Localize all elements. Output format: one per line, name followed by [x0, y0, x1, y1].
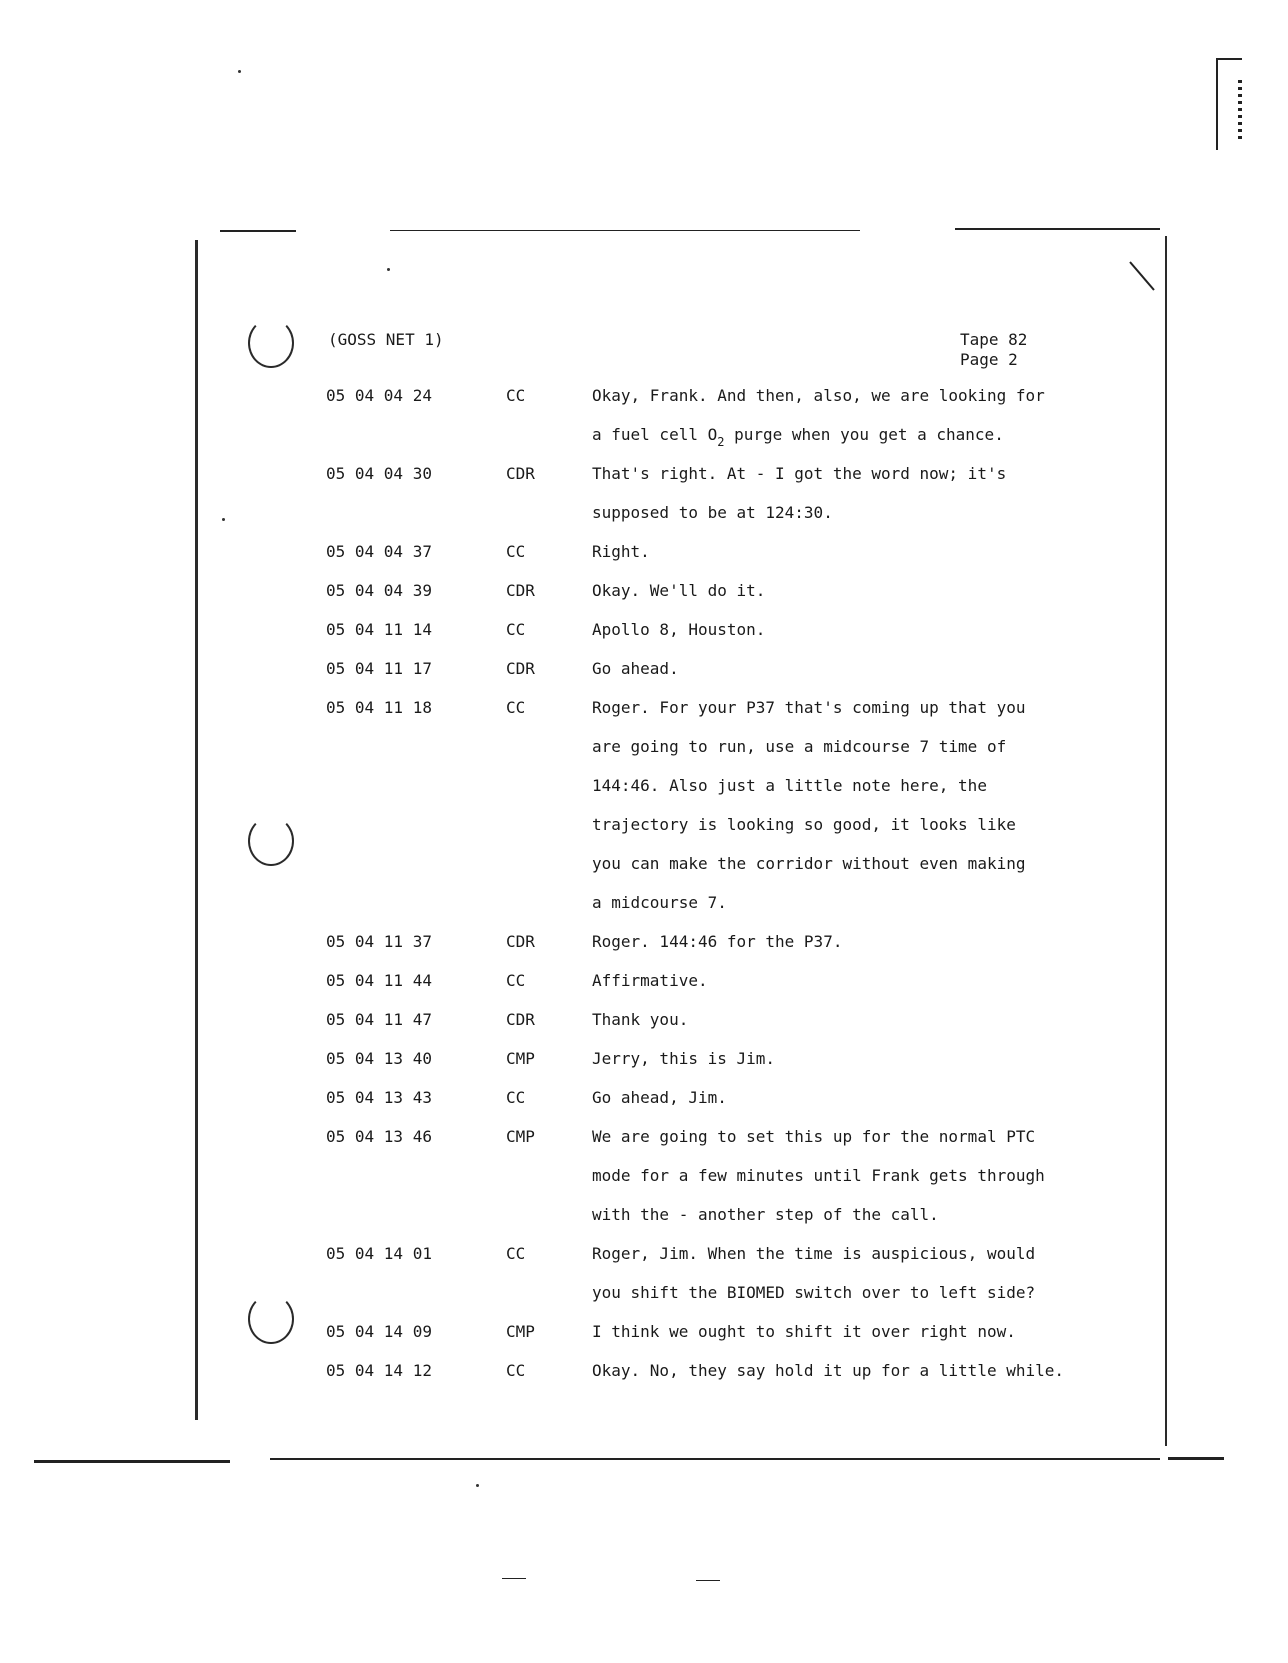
timestamp: 05 04 13 43 — [326, 1088, 432, 1107]
speck — [238, 70, 241, 73]
utterance: 144:46. Also just a little note here, the — [592, 776, 987, 795]
utterance: a midcourse 7. — [592, 893, 727, 912]
top-border-left — [220, 230, 296, 232]
timestamp: 05 04 11 14 — [326, 620, 432, 639]
speaker: CDR — [506, 932, 535, 951]
timestamp: 05 04 04 39 — [326, 581, 432, 600]
utterance-part: purge when you get a chance. — [724, 425, 1004, 444]
utterance: Roger. 144:46 for the P37. — [592, 932, 843, 951]
bottom-border-right — [1168, 1457, 1224, 1460]
speaker: CC — [506, 386, 526, 405]
right-border — [1165, 236, 1167, 1446]
speaker: CMP — [506, 1127, 535, 1146]
utterance: Roger, Jim. When the time is auspicious, would — [592, 1244, 1036, 1263]
footer-dash-1 — [502, 1578, 526, 1579]
bottom-border-left — [34, 1460, 230, 1463]
speaker: CC — [506, 1361, 526, 1380]
timestamp: 05 04 11 18 — [326, 698, 432, 717]
timestamp: 05 04 11 17 — [326, 659, 432, 678]
utterance: Okay, Frank. And then, also, we are looking for — [592, 386, 1045, 405]
utterance-part: a fuel cell O — [592, 425, 718, 444]
top-border-mid — [390, 230, 860, 231]
timestamp: 05 04 11 37 — [326, 932, 432, 951]
speaker: CDR — [506, 1010, 535, 1029]
speaker: CDR — [506, 659, 535, 678]
speaker: CDR — [506, 581, 535, 600]
punch-hole-bottom — [248, 1294, 294, 1344]
speaker: CDR — [506, 464, 535, 483]
utterance: I think we ought to shift it over right now. — [592, 1322, 1016, 1341]
utterance: you can make the corridor without even making — [592, 854, 1026, 873]
utterance — [592, 425, 1004, 449]
speaker: CC — [506, 620, 526, 639]
speaker: CC — [506, 542, 526, 561]
timestamp: 05 04 14 12 — [326, 1361, 432, 1380]
page-number: Page 2 — [960, 350, 1018, 369]
speaker: CC — [506, 971, 526, 990]
diagonal-mark — [1128, 260, 1158, 294]
timestamp: 05 04 11 47 — [326, 1010, 432, 1029]
utterance: you shift the BIOMED switch over to left side? — [592, 1283, 1036, 1302]
tape-number: Tape 82 — [960, 330, 1028, 349]
corner-registration-mark — [1216, 58, 1242, 150]
utterance: That's right. At - I got the word now; it's — [592, 464, 1007, 483]
speaker: CC — [506, 1244, 526, 1263]
left-border — [195, 240, 198, 1420]
utterance: Okay. No, they say hold it up for a little while. — [592, 1361, 1065, 1380]
speck — [222, 518, 225, 521]
utterance: Jerry, this is Jim. — [592, 1049, 776, 1068]
utterance: Thank you. — [592, 1010, 689, 1029]
top-border-right — [955, 228, 1160, 230]
timestamp: 05 04 14 01 — [326, 1244, 432, 1263]
subscript: 2 — [717, 435, 725, 449]
speck — [387, 268, 390, 271]
timestamp: 05 04 04 24 — [326, 386, 432, 405]
utterance: Go ahead, Jim. — [592, 1088, 727, 1107]
speaker: CC — [506, 698, 526, 717]
speaker: CMP — [506, 1049, 535, 1068]
bottom-border-main — [270, 1458, 1160, 1460]
utterance: Apollo 8, Houston. — [592, 620, 766, 639]
punch-hole-top — [248, 318, 294, 368]
footer-dash-2 — [696, 1580, 720, 1581]
timestamp: 05 04 13 40 — [326, 1049, 432, 1068]
speck — [476, 1484, 479, 1487]
utterance: supposed to be at 124:30. — [592, 503, 833, 522]
utterance: Right. — [592, 542, 650, 561]
punch-hole-middle — [248, 816, 294, 866]
utterance: are going to run, use a midcourse 7 time of — [592, 737, 1007, 756]
utterance: trajectory is looking so good, it looks like — [592, 815, 1016, 834]
utterance: We are going to set this up for the normal PTC — [592, 1127, 1036, 1146]
timestamp: 05 04 13 46 — [326, 1127, 432, 1146]
utterance: Okay. We'll do it. — [592, 581, 766, 600]
utterance: Go ahead. — [592, 659, 679, 678]
timestamp: 05 04 04 30 — [326, 464, 432, 483]
goss-net-label: (GOSS NET 1) — [328, 330, 444, 349]
speaker: CMP — [506, 1322, 535, 1341]
tape-page-label — [960, 330, 1027, 370]
timestamp: 05 04 11 44 — [326, 971, 432, 990]
utterance: with the - another step of the call. — [592, 1205, 939, 1224]
utterance: Affirmative. — [592, 971, 708, 990]
speaker: CC — [506, 1088, 526, 1107]
utterance: mode for a few minutes until Frank gets through — [592, 1166, 1045, 1185]
timestamp: 05 04 04 37 — [326, 542, 432, 561]
utterance: Roger. For your P37 that's coming up that you — [592, 698, 1026, 717]
timestamp: 05 04 14 09 — [326, 1322, 432, 1341]
